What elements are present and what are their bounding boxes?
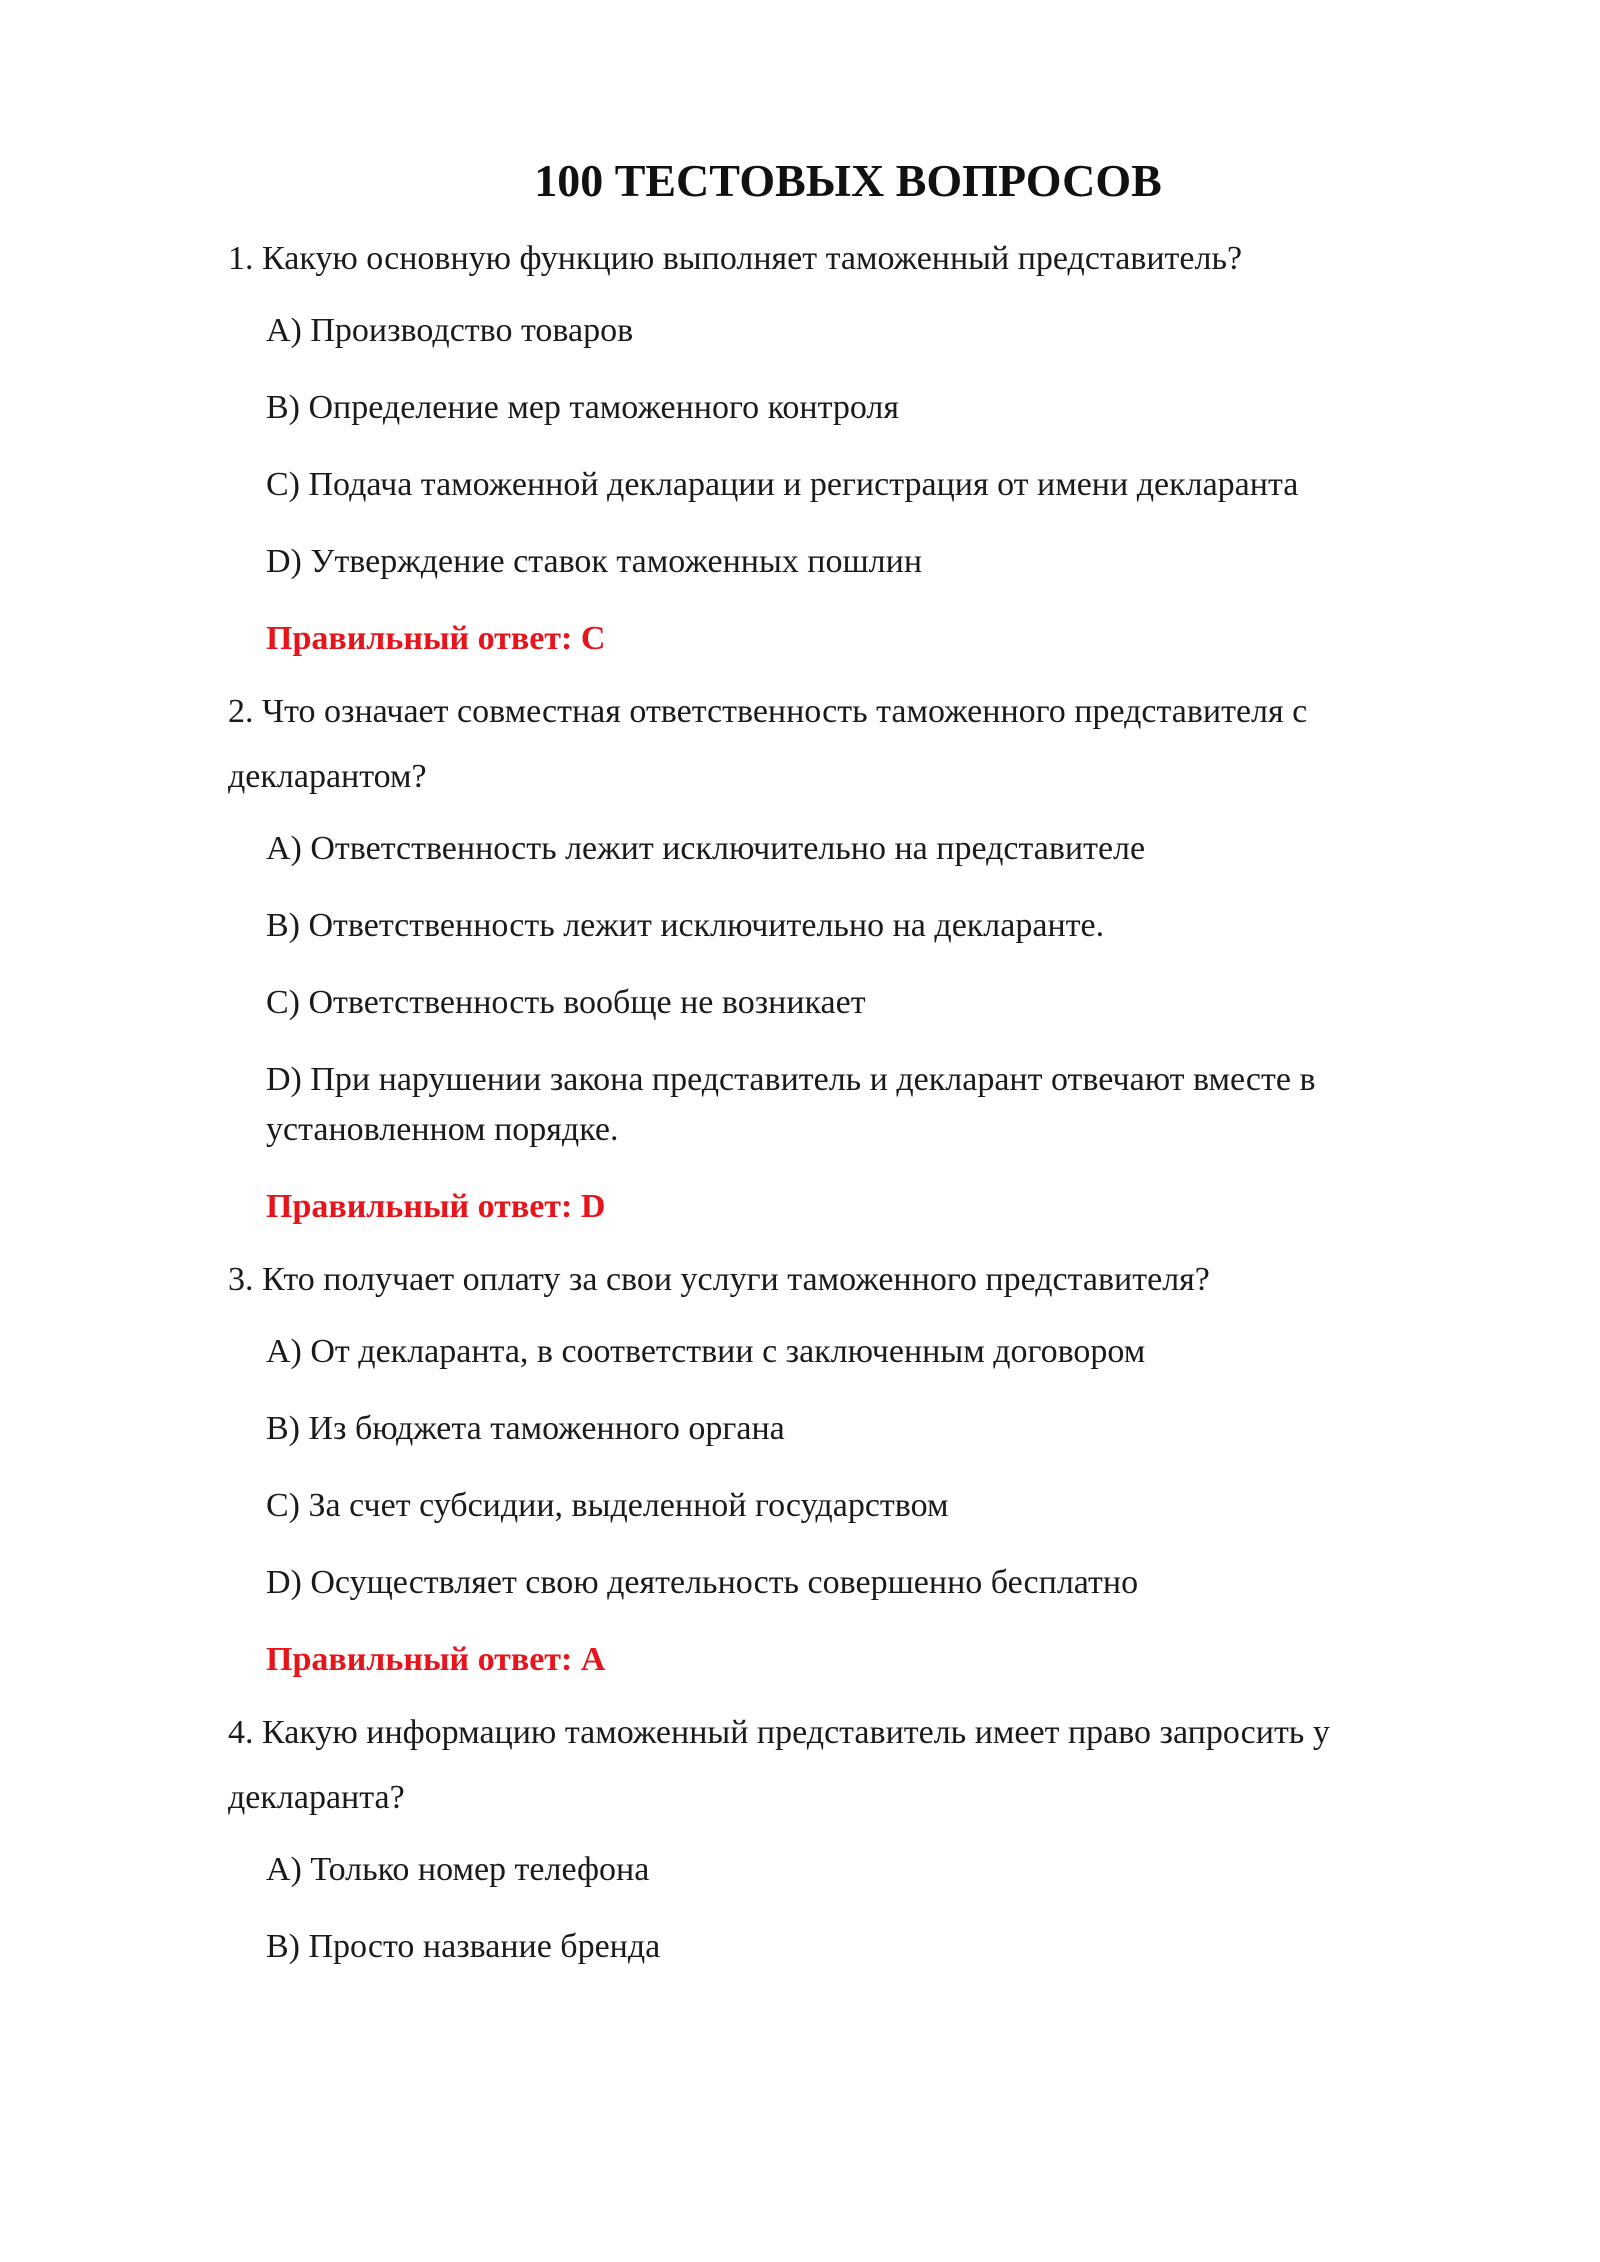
option-a: A) Производство товаров: [266, 312, 634, 349]
document-page: [228, 150, 1468, 1999]
option-c: C) За счет субсидии, выделенной государством: [266, 1487, 949, 1524]
page-title: 100 ТЕСТОВЫХ ВОПРОСОВ: [534, 155, 1162, 206]
question-block-4: [228, 1700, 1468, 1972]
option-b: B) Просто название бренда: [266, 1928, 661, 1965]
option-c: C) Подача таможенной декларации и регистрация от имени декларанта: [266, 466, 1299, 503]
options-list: [228, 1845, 1468, 1972]
option-c: C) Ответственность вообще не возникает: [266, 984, 866, 1021]
option-a: A) Ответственность лежит исключительно на представителе: [266, 830, 1146, 867]
option-d: D) Осуществляет свою деятельность совершенно бесплатно: [266, 1564, 1139, 1601]
option-a: A) Только номер телефона: [266, 1851, 650, 1888]
option-b: B) Определение мер таможенного контроля: [266, 389, 900, 426]
question-block-2: [228, 679, 1468, 1232]
question-text: 2. Что означает совместная ответственность таможенного представителя с декларантом?: [228, 693, 1308, 795]
option-b: B) Ответственность лежит исключительно на декларанте.: [266, 907, 1105, 944]
correct-answer: Правильный ответ: D: [266, 1188, 606, 1225]
question-text: 3. Кто получает оплату за свои услуги таможенного представителя?: [228, 1261, 1210, 1298]
question-text: 1. Какую основную функцию выполняет таможенный представитель?: [228, 240, 1243, 277]
question-block-1: [228, 226, 1468, 664]
correct-answer: Правильный ответ: C: [266, 620, 606, 657]
options-list: [228, 1327, 1468, 1608]
option-d: D) Утверждение ставок таможенных пошлин: [266, 543, 923, 580]
options-list: [228, 306, 1468, 587]
question-text: 4. Какую информацию таможенный представитель имеет право запросить у декларанта?: [228, 1714, 1330, 1816]
question-block-3: [228, 1247, 1468, 1685]
correct-answer: Правильный ответ: A: [266, 1641, 606, 1678]
option-b: B) Из бюджета таможенного органа: [266, 1410, 785, 1447]
option-a: A) От декларанта, в соответствии с заключенным договором: [266, 1333, 1146, 1370]
option-d: D) При нарушении закона представитель и декларант отвечают вместе в установленном порядке.: [266, 1061, 1316, 1148]
options-list: [228, 824, 1468, 1155]
